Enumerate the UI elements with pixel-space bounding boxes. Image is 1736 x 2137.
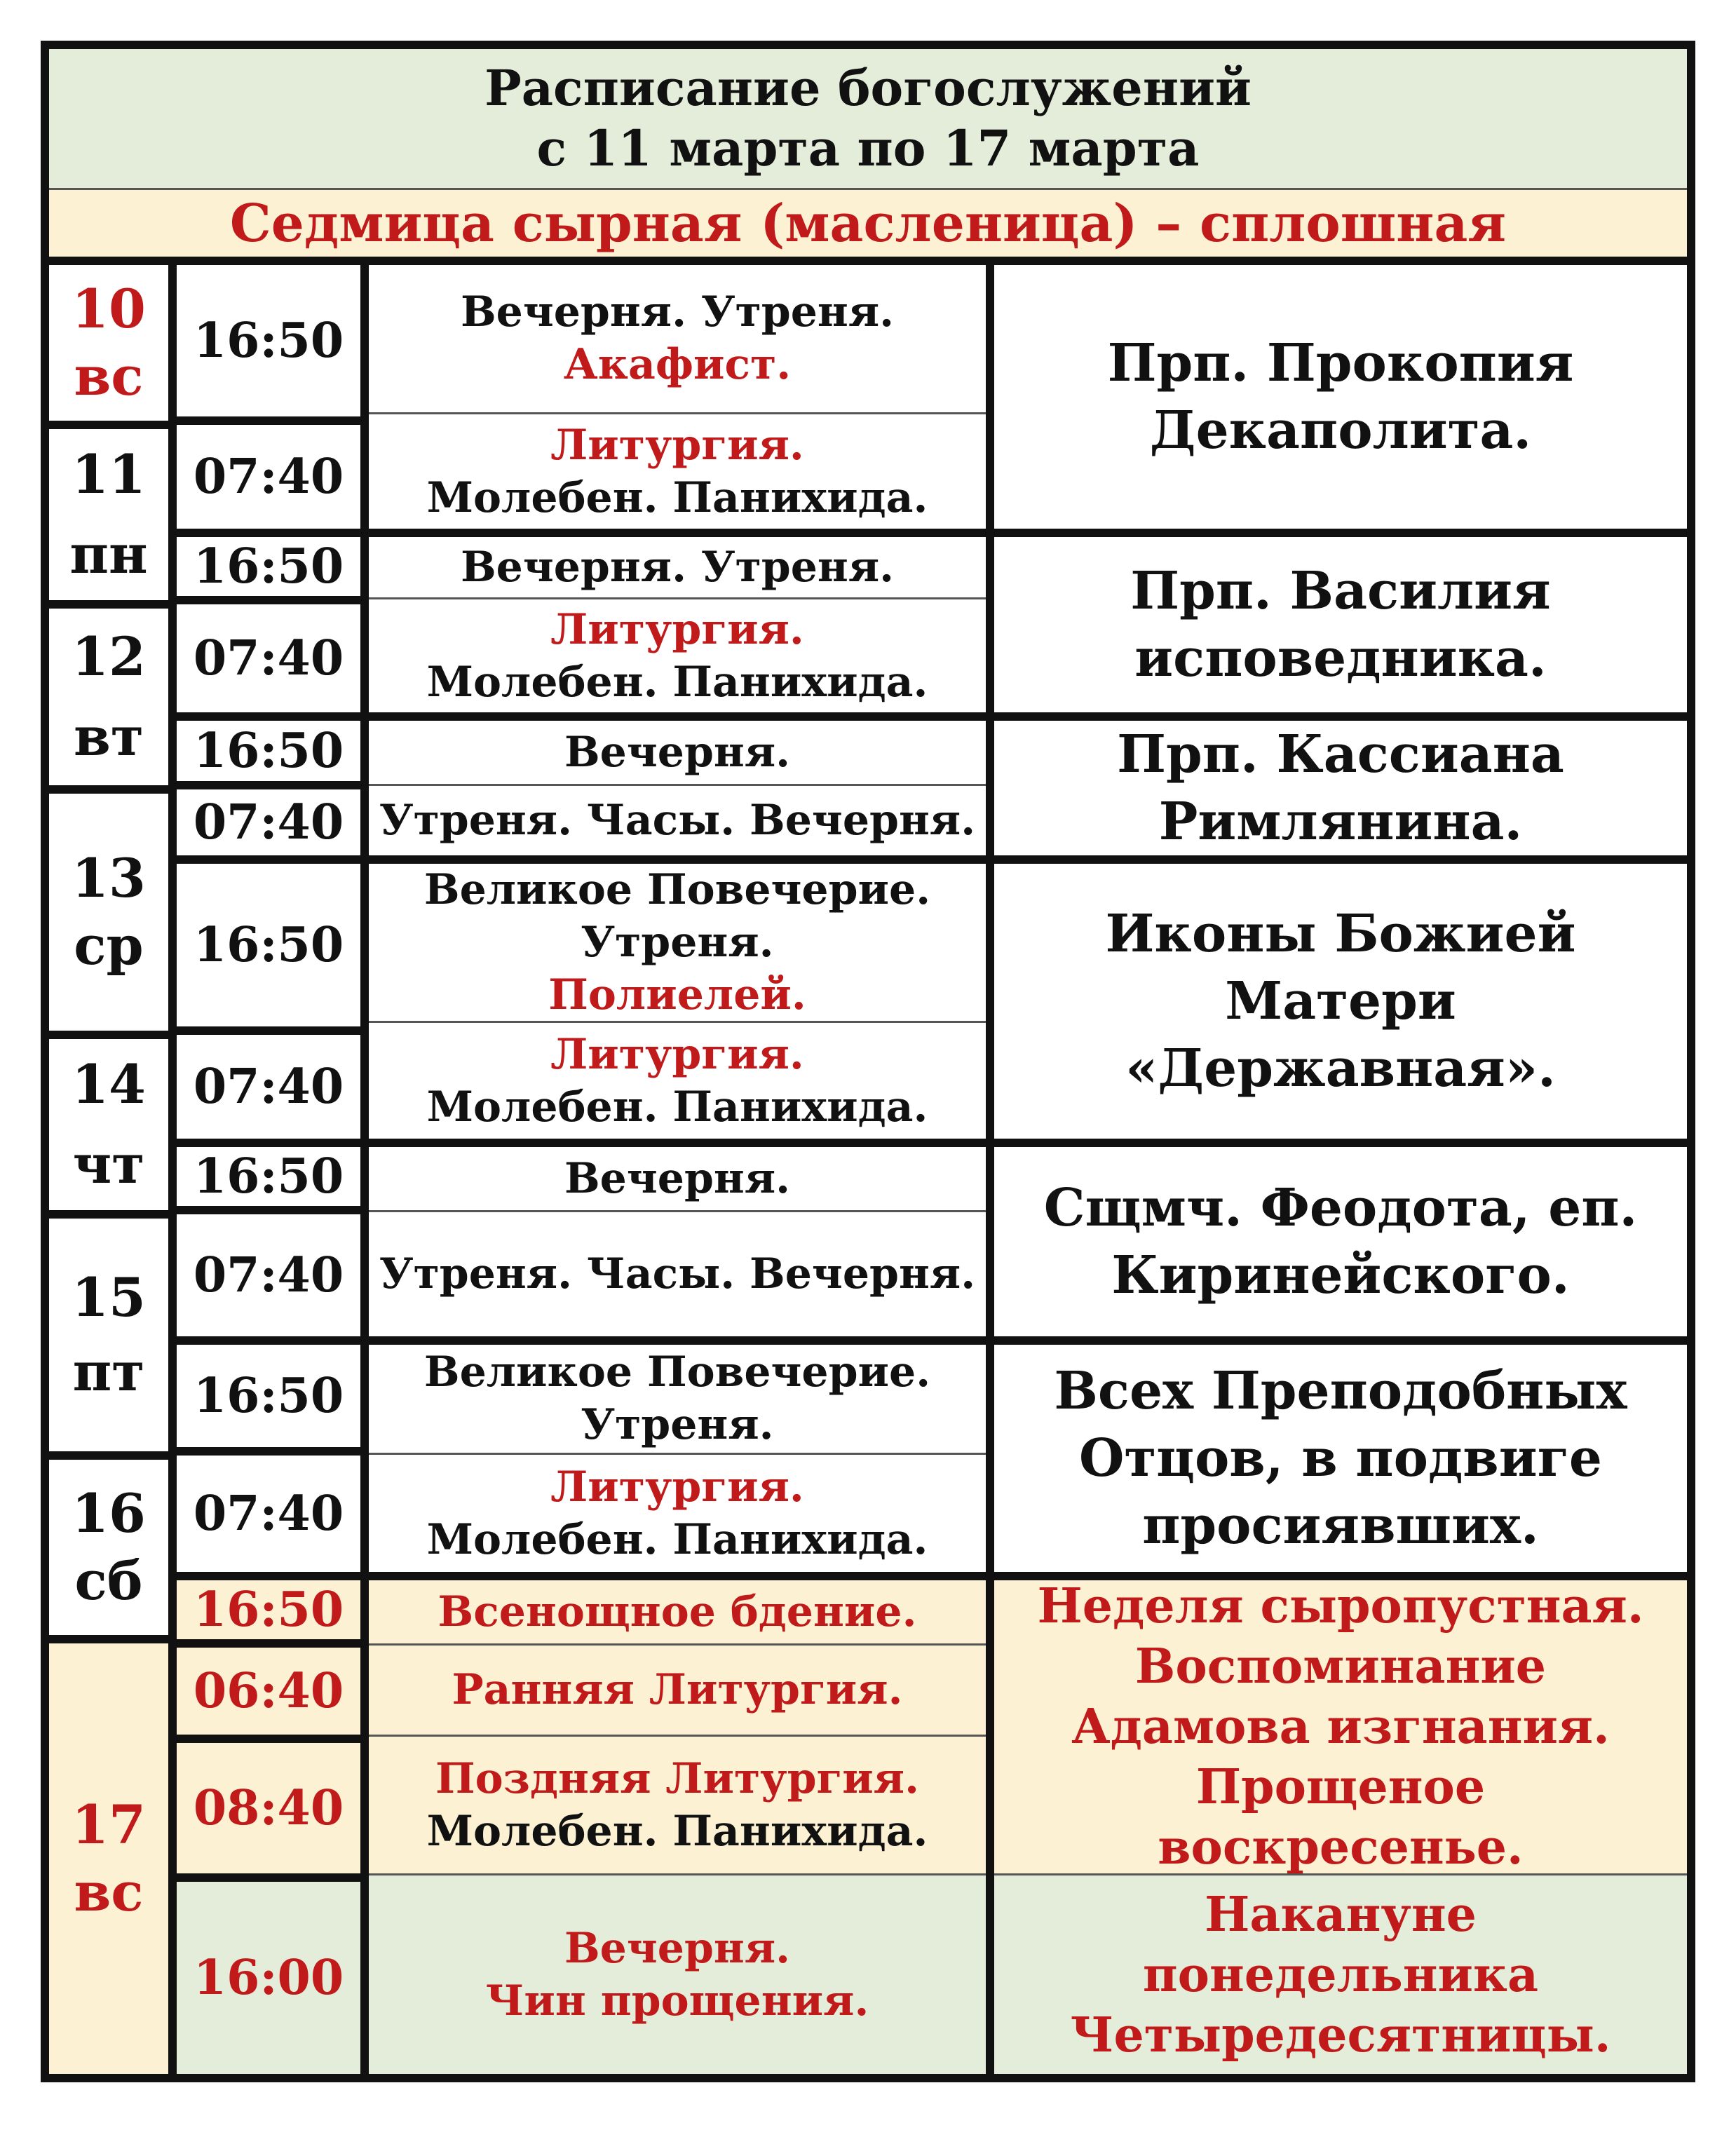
time-divider bbox=[168, 1447, 369, 1456]
column-separator bbox=[986, 265, 994, 2074]
time-divider bbox=[168, 1026, 369, 1035]
day-divider bbox=[41, 1210, 168, 1219]
day-divider bbox=[41, 1635, 168, 1643]
saint-line: Декаполита. bbox=[1149, 400, 1532, 461]
day-of-week: вс bbox=[74, 1861, 144, 1923]
saint-line: Прп. Кассиана bbox=[1117, 724, 1564, 785]
day-divider bbox=[41, 421, 168, 429]
service-divider bbox=[369, 855, 994, 864]
service-cell bbox=[369, 721, 986, 784]
day-divider bbox=[41, 1031, 168, 1039]
day-divider bbox=[41, 600, 168, 609]
service-cell bbox=[369, 1455, 986, 1572]
header-bottom-border bbox=[41, 257, 1695, 265]
day-number: 13 bbox=[72, 847, 146, 909]
service-line: Утреня. bbox=[581, 917, 774, 967]
service-line: Всенощное бдение. bbox=[438, 1587, 917, 1636]
saint-line: Матери bbox=[1225, 971, 1456, 1031]
service-cell bbox=[369, 864, 986, 1021]
saint-line: Прощеное bbox=[1195, 1759, 1486, 1815]
service-line: Вечерня. bbox=[564, 727, 791, 777]
day-number: 14 bbox=[72, 1053, 146, 1115]
service-cell bbox=[369, 265, 986, 412]
service-divider bbox=[369, 1336, 994, 1345]
week-title bbox=[49, 190, 1687, 257]
time-cell bbox=[177, 1648, 360, 1735]
service-line: Вечерня. Утреня. bbox=[460, 287, 895, 337]
day-11 bbox=[49, 429, 168, 600]
time: 06:40 bbox=[193, 1663, 344, 1719]
saint-line: Прп. Прокопия bbox=[1107, 333, 1574, 393]
time: 07:40 bbox=[193, 794, 344, 850]
service-line: Литургия. bbox=[550, 604, 804, 654]
title-line-1: Расписание богослужений bbox=[484, 59, 1252, 117]
time-divider bbox=[168, 712, 369, 721]
service-divider bbox=[369, 1139, 994, 1147]
saint-divider bbox=[994, 1336, 1687, 1345]
day-13 bbox=[49, 794, 168, 1031]
day-of-week: чт bbox=[72, 1133, 145, 1195]
service-line: Молебен. Панихида. bbox=[426, 1806, 928, 1856]
column-separator bbox=[360, 265, 369, 2074]
day-10 bbox=[49, 265, 168, 421]
service-line: Молебен. Панихида. bbox=[426, 1082, 928, 1132]
time: 08:40 bbox=[193, 1780, 344, 1836]
day-17 bbox=[49, 1643, 168, 2074]
service-cell bbox=[369, 1737, 986, 1873]
service-cell bbox=[369, 1875, 986, 2074]
time: 16:50 bbox=[193, 1148, 344, 1205]
day-divider bbox=[41, 785, 168, 794]
service-line: Литургия. bbox=[550, 420, 804, 470]
service-line: Молебен. Панихида. bbox=[426, 473, 928, 522]
service-line: Вечерня. Утреня. bbox=[460, 542, 895, 592]
service-line: Молебен. Панихида. bbox=[426, 1514, 928, 1564]
time-divider bbox=[168, 1139, 369, 1147]
saint-line: Отцов, в подвиге bbox=[1078, 1428, 1603, 1488]
time-divider bbox=[168, 416, 369, 425]
service-cell bbox=[369, 786, 986, 855]
service-cell bbox=[369, 414, 986, 529]
time: 16:50 bbox=[193, 1582, 344, 1638]
service-line: Литургия. bbox=[550, 1029, 804, 1079]
time-divider bbox=[168, 596, 369, 604]
saint-line: Прп. Василия bbox=[1130, 561, 1551, 621]
day-15 bbox=[49, 1219, 168, 1451]
day-number: 12 bbox=[72, 625, 146, 688]
saint-divider bbox=[994, 712, 1687, 721]
time-divider bbox=[168, 855, 369, 864]
saint-cell bbox=[994, 864, 1687, 1139]
service-cell bbox=[369, 1345, 986, 1453]
service-line: Литургия. bbox=[550, 1462, 804, 1512]
time-divider bbox=[168, 1336, 369, 1345]
saint-line: Четыредесятницы. bbox=[1070, 2007, 1611, 2063]
service-line: Полиелей. bbox=[548, 970, 806, 1019]
service-line: Утреня. bbox=[581, 1400, 774, 1449]
saint-line: исповедника. bbox=[1134, 628, 1547, 688]
time-cell bbox=[177, 1882, 360, 2074]
time: 16:50 bbox=[193, 723, 344, 779]
time: 16:50 bbox=[193, 1368, 344, 1424]
day-divider bbox=[41, 1451, 168, 1460]
time-divider bbox=[168, 1735, 369, 1743]
service-line: Утреня. Часы. Вечерня. bbox=[379, 1249, 976, 1298]
day-of-week: пн bbox=[69, 523, 148, 585]
saint-line: Иконы Божией bbox=[1105, 904, 1576, 964]
saint-line: Всех Преподобных bbox=[1054, 1361, 1627, 1421]
service-cell bbox=[369, 599, 986, 712]
saint-cell bbox=[994, 1875, 1687, 2074]
day-of-week: вс bbox=[74, 345, 144, 407]
saint-cell bbox=[994, 537, 1687, 712]
time-divider bbox=[168, 781, 369, 789]
saint-line: Воспоминание bbox=[1134, 1639, 1547, 1695]
saint-divider bbox=[994, 1572, 1687, 1580]
saint-line: Неделя сыропустная. bbox=[1037, 1580, 1644, 1634]
day-number: 10 bbox=[72, 278, 146, 340]
saint-line: воскресенье. bbox=[1158, 1819, 1524, 1873]
service-line: Поздняя Литургия. bbox=[435, 1753, 919, 1803]
time-cell bbox=[177, 1580, 360, 1639]
saint-divider bbox=[994, 1139, 1687, 1147]
time-cell bbox=[177, 1456, 360, 1572]
service-cell bbox=[369, 1646, 986, 1735]
service-cell bbox=[369, 1212, 986, 1336]
time-cell bbox=[177, 789, 360, 855]
column-separator bbox=[168, 265, 177, 2074]
day-number: 15 bbox=[72, 1266, 146, 1329]
time-divider bbox=[168, 1873, 369, 1882]
saint-cell bbox=[994, 1147, 1687, 1336]
time: 16:50 bbox=[193, 917, 344, 973]
service-line: Акафист. bbox=[563, 340, 792, 389]
time: 07:40 bbox=[193, 449, 344, 505]
saint-cell bbox=[994, 1580, 1687, 1873]
time-divider bbox=[168, 1639, 369, 1648]
week-title-text: Седмица сырная (масленица) – сплошная bbox=[229, 193, 1507, 254]
saint-line: просиявших. bbox=[1142, 1495, 1539, 1556]
service-cell bbox=[369, 1147, 986, 1210]
time-cell bbox=[177, 1345, 360, 1447]
schedule-title bbox=[49, 49, 1687, 188]
saint-line: Адамова изгнания. bbox=[1071, 1699, 1610, 1755]
day-of-week: ср bbox=[74, 914, 144, 977]
time-cell bbox=[177, 265, 360, 416]
time-cell bbox=[177, 604, 360, 712]
time-divider bbox=[168, 529, 369, 537]
service-line: Молебен. Панихида. bbox=[426, 657, 928, 707]
saint-cell bbox=[994, 1345, 1687, 1572]
time-divider bbox=[168, 1572, 369, 1580]
time-cell bbox=[177, 1743, 360, 1873]
service-line: Великое Повечерие. bbox=[423, 864, 931, 914]
time: 07:40 bbox=[193, 1059, 344, 1115]
service-line: Ранняя Литургия. bbox=[452, 1665, 903, 1714]
saint-line: «Державная». bbox=[1125, 1038, 1556, 1099]
service-line: Вечерня. bbox=[564, 1923, 791, 1973]
day-of-week: сб bbox=[74, 1549, 143, 1612]
time-cell bbox=[177, 537, 360, 596]
saint-line: Римлянина. bbox=[1158, 792, 1523, 852]
saint-divider bbox=[994, 855, 1687, 864]
service-cell bbox=[369, 1023, 986, 1139]
service-line: Вечерня. bbox=[564, 1153, 791, 1203]
saint-cell bbox=[994, 265, 1687, 529]
saint-cell bbox=[994, 721, 1687, 855]
saint-line: Сщмч. Феодота, еп. bbox=[1043, 1178, 1638, 1238]
service-divider bbox=[369, 712, 994, 721]
title-line-2: с 11 марта по 17 марта bbox=[536, 119, 1200, 177]
service-divider bbox=[369, 1572, 994, 1580]
day-14 bbox=[49, 1039, 168, 1210]
time-cell bbox=[177, 864, 360, 1026]
time-cell bbox=[177, 721, 360, 781]
time: 16:00 bbox=[193, 1950, 344, 2006]
time: 16:50 bbox=[193, 538, 344, 595]
time: 16:50 bbox=[193, 313, 344, 369]
time: 07:40 bbox=[193, 630, 344, 686]
day-12 bbox=[49, 609, 168, 785]
service-divider bbox=[369, 529, 994, 537]
service-line: Чин прощения. bbox=[485, 1976, 869, 2026]
day-of-week: пт bbox=[72, 1341, 145, 1403]
day-of-week: вт bbox=[74, 705, 144, 768]
saint-line: понедельника bbox=[1142, 1946, 1539, 2003]
day-number: 16 bbox=[72, 1482, 146, 1545]
time-cell bbox=[177, 1214, 360, 1336]
service-line: Утреня. Часы. Вечерня. bbox=[379, 796, 976, 845]
time-divider bbox=[168, 1206, 369, 1214]
time: 07:40 bbox=[193, 1247, 344, 1303]
day-16 bbox=[49, 1460, 168, 1635]
saint-line: Киринейского. bbox=[1111, 1245, 1570, 1305]
time-cell bbox=[177, 1147, 360, 1206]
day-number: 17 bbox=[72, 1793, 146, 1856]
saint-line: Накануне bbox=[1205, 1886, 1477, 1943]
time-cell bbox=[177, 425, 360, 529]
time-cell bbox=[177, 1035, 360, 1139]
day-number: 11 bbox=[72, 443, 146, 506]
service-cell bbox=[369, 537, 986, 597]
saint-divider bbox=[994, 529, 1687, 537]
service-line: Великое Повечерие. bbox=[423, 1348, 931, 1397]
time: 07:40 bbox=[193, 1486, 344, 1542]
service-cell bbox=[369, 1580, 986, 1643]
